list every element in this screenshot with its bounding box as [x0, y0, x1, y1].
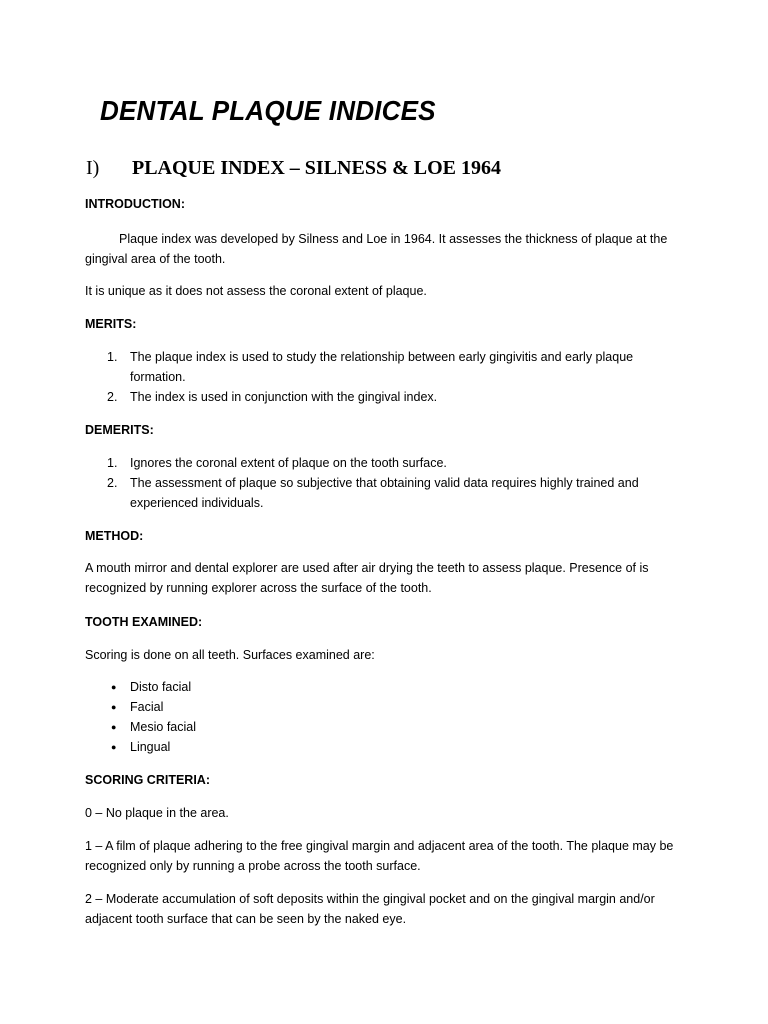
- merits-list: [85, 347, 685, 407]
- list-item: [85, 697, 685, 717]
- introduction-paragraph: It is unique as it does not assess the coronal extent of plaque.: [85, 284, 427, 298]
- list-item-text: Disto facial: [130, 680, 192, 694]
- tooth-examined-label: TOOTH EXAMINED:: [85, 615, 203, 629]
- list-item-text: The assessment of plaque so subjective that obtaining valid data requires highly trained and experienced individuals.: [130, 476, 639, 510]
- demerits-list: [85, 453, 685, 513]
- method-label: METHOD:: [85, 529, 144, 543]
- score-line: 2 – Moderate accumulation of soft deposits within the gingival pocket and on the gingival margin and/or adjacent tooth surface that can be seen by the naked eye.: [85, 892, 655, 926]
- list-item-text: The plaque index is used to study the relationship between early gingivitis and early plaque formation.: [130, 350, 634, 384]
- list-marker: 1.: [107, 456, 118, 470]
- list-item: [85, 453, 685, 473]
- list-marker: 2.: [107, 476, 118, 490]
- bullet-icon: ●: [111, 722, 117, 732]
- list-item: [85, 717, 685, 737]
- method-text: A mouth mirror and dental explorer are used after air drying the teeth to assess plaque. Presence of is recognized by running explorer across the surface of the tooth.: [85, 561, 649, 595]
- list-marker: 2.: [107, 390, 118, 404]
- surfaces-list: [85, 677, 685, 757]
- list-item-text: Ignores the coronal extent of plaque on the tooth surface.: [130, 456, 447, 470]
- section-title: PLAQUE INDEX – SILNESS & LOE 1964: [132, 157, 501, 179]
- section-number: I): [86, 157, 100, 179]
- list-item-text: Mesio facial: [130, 720, 196, 734]
- list-item: [85, 473, 685, 513]
- list-item-text: The index is used in conjunction with the gingival index.: [130, 390, 438, 404]
- section-heading: [86, 157, 501, 180]
- list-item: [85, 387, 685, 407]
- bullet-icon: ●: [111, 682, 117, 692]
- score-line: 1 – A film of plaque adhering to the free gingival margin and adjacent area of the tooth. The plaque may be recognized only by running a probe across the tooth surface.: [85, 839, 674, 873]
- list-item: [85, 737, 685, 757]
- list-item-text: Facial: [130, 700, 164, 714]
- document-title: DENTAL PLAQUE INDICES: [100, 95, 436, 126]
- list-item: [85, 347, 685, 387]
- merits-label: MERITS:: [85, 317, 137, 331]
- tooth-examined-text: Scoring is done on all teeth. Surfaces examined are:: [85, 648, 375, 662]
- list-item: [85, 677, 685, 697]
- demerits-label: DEMERITS:: [85, 423, 154, 437]
- list-marker: 1.: [107, 350, 118, 364]
- bullet-icon: ●: [111, 702, 117, 712]
- score-line: 0 – No plaque in the area.: [85, 806, 229, 820]
- introduction-paragraph: Plaque index was developed by Silness and Loe in 1964. It assesses the thickness of plaque at the gingival area of the tooth.: [85, 232, 668, 266]
- introduction-label: INTRODUCTION:: [85, 197, 185, 211]
- scoring-criteria-label: SCORING CRITERIA:: [85, 773, 210, 787]
- list-item-text: Lingual: [130, 740, 171, 754]
- bullet-icon: ●: [111, 742, 117, 752]
